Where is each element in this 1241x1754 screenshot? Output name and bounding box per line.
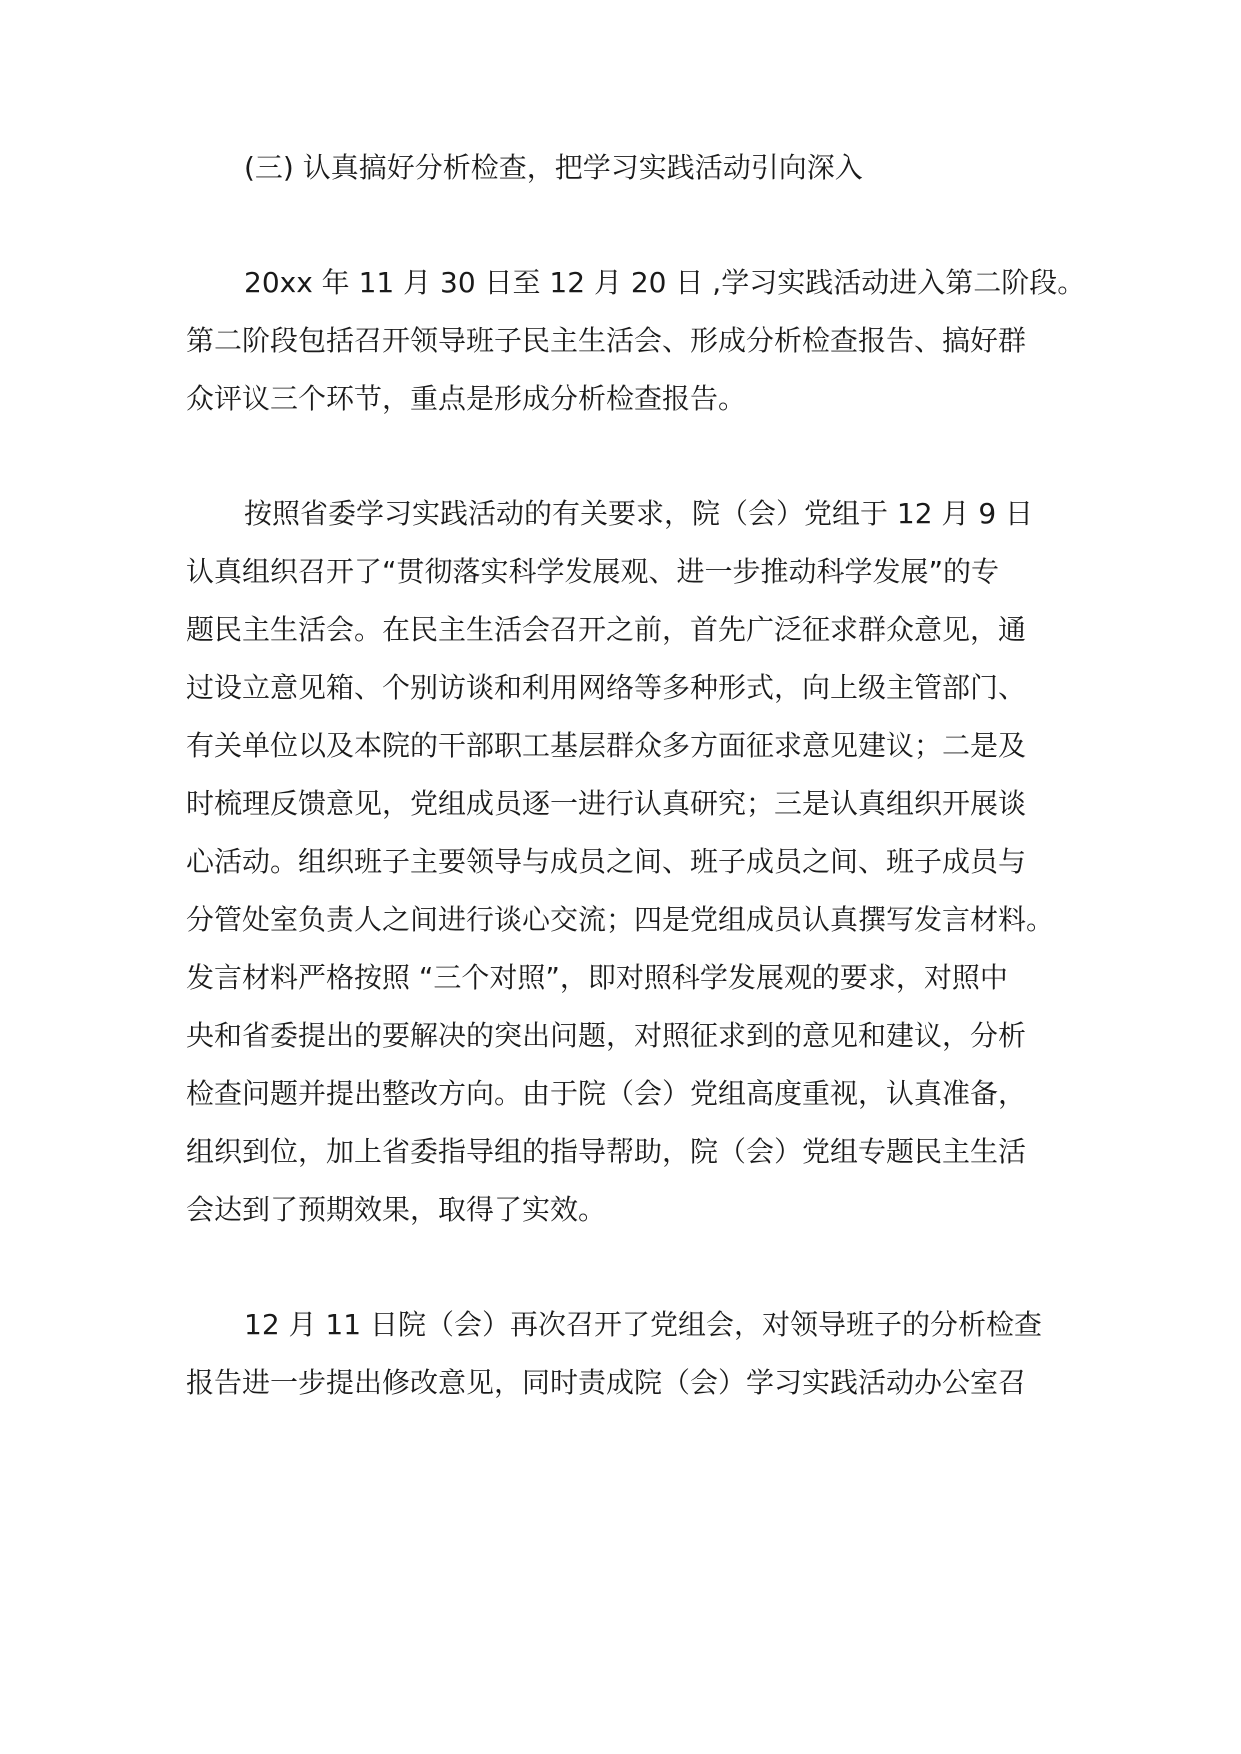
paragraph-3-line-2: 报告进一步提出修改意见，同时责成院（会）学习实践活动办公室召 — [186, 1366, 1027, 1399]
paragraph-2-line-1: 按照省委学习实践活动的有关要求，院（会）党组于 12 月 9 日 — [244, 497, 1034, 530]
paragraph-2-line-10: 央和省委提出的要解决的突出问题，对照征求到的意见和建议，分析 — [186, 1019, 1027, 1052]
paragraph-2-line-8: 分管处室负责人之间进行谈心交流；四是党组成员认真撰写发言材料。 — [186, 903, 1055, 936]
paragraph-2-line-7: 心活动。组织班子主要领导与成员之间、班子成员之间、班子成员与 — [186, 845, 1027, 878]
paragraph-2-line-13: 会达到了预期效果，取得了实效。 — [186, 1193, 607, 1226]
paragraph-2-line-3: 题民主生活会。在民主生活会召开之前，首先广泛征求群众意见，通 — [186, 613, 1027, 646]
paragraph-1-line-2: 第二阶段包括召开领导班子民主生活会、形成分析检查报告、搞好群 — [186, 324, 1027, 357]
paragraph-2-line-11: 检查问题并提出整改方向。由于院（会）党组高度重视，认真准备， — [186, 1077, 1027, 1110]
paragraph-1-line-1: 20xx 年 11 月 30 日至 12 月 20 日 ,学习实践活动进入第二阶段。 — [244, 266, 1086, 299]
paragraph-1-line-3: 众评议三个环节，重点是形成分析检查报告。 — [186, 382, 747, 415]
paragraph-2-line-5: 有关单位以及本院的干部职工基层群众多方面征求意见建议；二是及 — [186, 729, 1027, 762]
paragraph-2-line-12: 组织到位，加上省委指导组的指导帮助，院（会）党组专题民主生活 — [186, 1135, 1027, 1168]
paragraph-2-line-2: 认真组织召开了“贯彻落实科学发展观、进一步推动科学发展”的专 — [186, 555, 1000, 588]
paragraph-2-line-9: 发言材料严格按照 “三个对照”，即对照科学发展观的要求，对照中 — [186, 961, 1008, 994]
paragraph-2-line-6: 时梳理反馈意见，党组成员逐一进行认真研究；三是认真组织开展谈 — [186, 787, 1027, 820]
paragraph-2-line-4: 过设立意见箱、个别访谈和利用网络等多种形式，向上级主管部门、 — [186, 671, 1027, 704]
section-heading: (三) 认真搞好分析检查，把学习实践活动引向深入 — [244, 151, 863, 184]
paragraph-3-line-1: 12 月 11 日院（会）再次召开了党组会，对领导班子的分析检查 — [244, 1308, 1042, 1341]
